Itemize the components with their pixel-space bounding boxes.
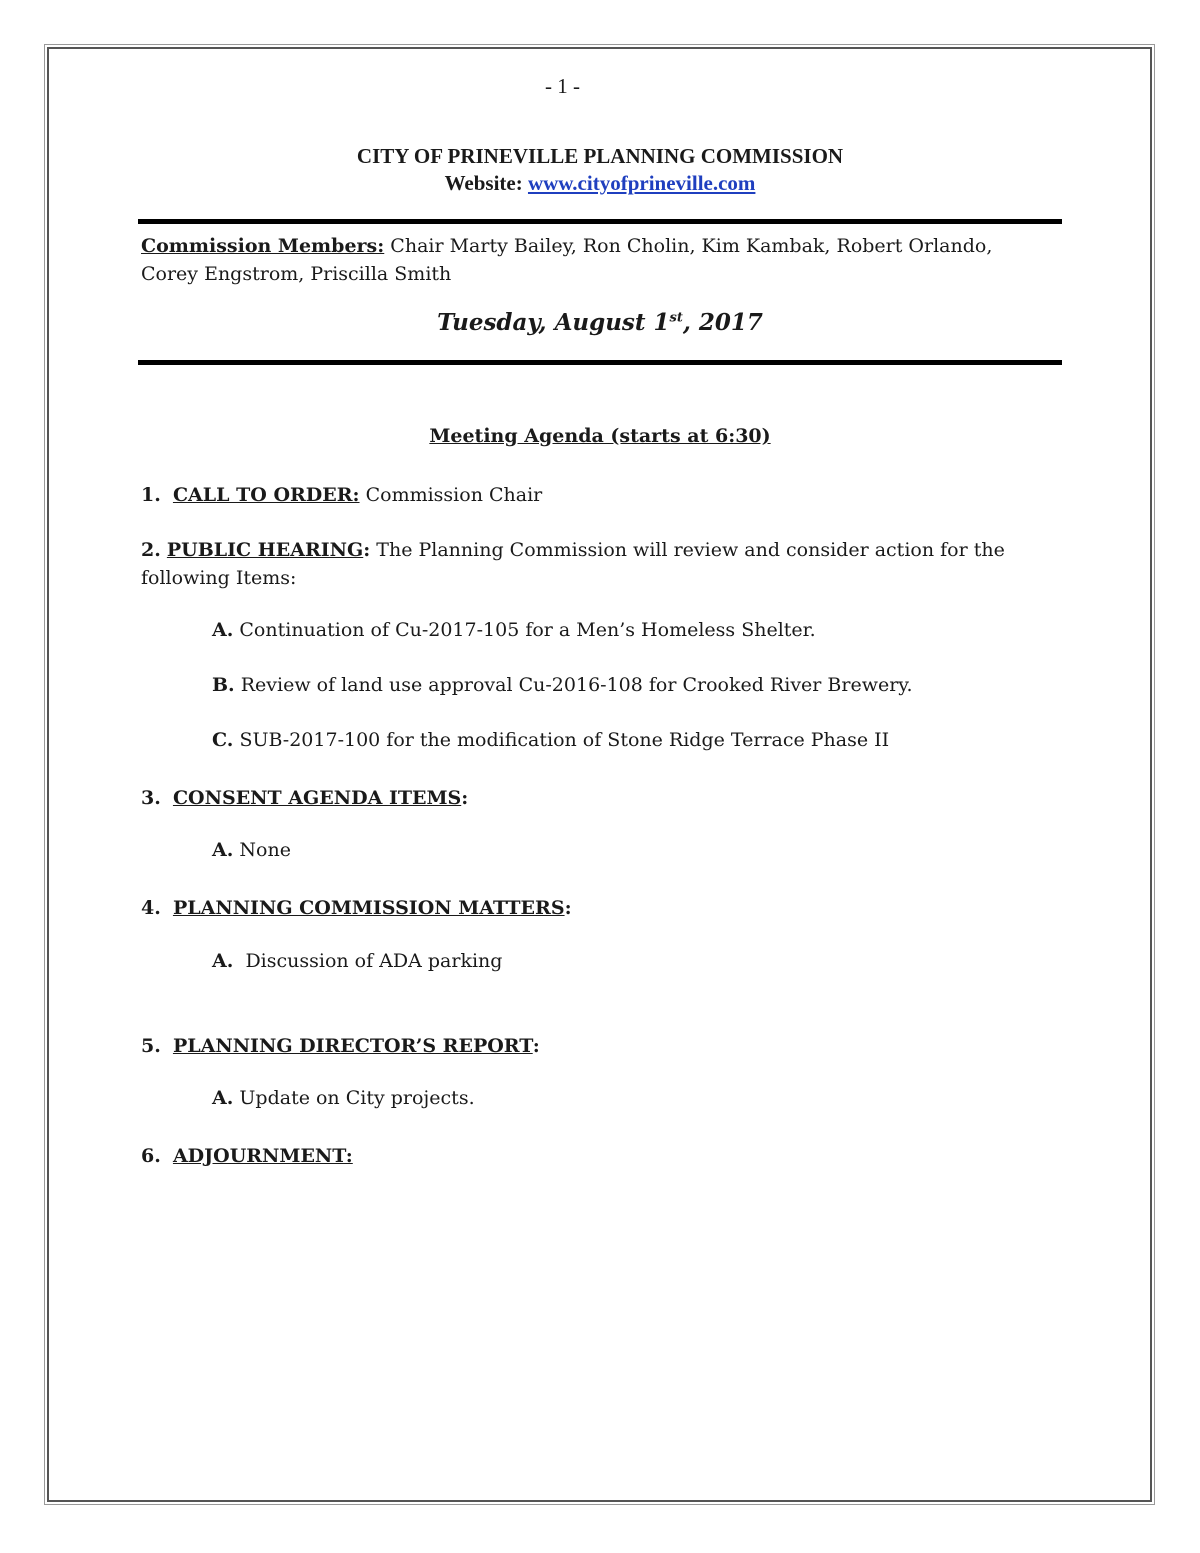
item-heading: PUBLIC HEARING (166, 539, 364, 561)
sub-letter: A. (212, 950, 234, 972)
agenda-item-consent (141, 784, 1041, 812)
sub-text: Discussion of ADA parking (233, 950, 503, 972)
sub-text: Review of land use approval Cu-2016-108 for Crooked River Brewery. (234, 674, 913, 696)
sub-item-hearing-c (212, 729, 1052, 751)
members-label: Commission Members: (141, 235, 385, 257)
sub-item-consent-a (212, 839, 1052, 861)
org-title: CITY OF PRINEVILLE PLANNING COMMISSION (356, 144, 844, 168)
sub-letter: A. (212, 1087, 234, 1109)
meeting-date (0, 309, 1200, 336)
sub-item-hearing-a (212, 619, 1052, 641)
item-colon: : (363, 539, 371, 561)
agenda-item-adjournment (141, 1142, 1041, 1170)
sub-letter: A. (212, 619, 234, 641)
item-number: 1. (141, 484, 161, 506)
sub-letter: A. (212, 839, 234, 861)
members-names: Chair Marty Bailey, Ron Cholin, Kim Kambak, Robert Orlando, Corey Engstrom, Priscilla Smith (141, 235, 993, 285)
item-heading: CALL TO ORDER: (172, 484, 360, 506)
item-colon: : (461, 787, 469, 809)
bottom-rule (138, 360, 1062, 365)
commission-members (141, 232, 1041, 288)
agenda-item-commission-matters (141, 894, 1041, 922)
date-suffix: st (669, 310, 683, 326)
sub-text: Update on City projects. (233, 1087, 475, 1109)
item-colon: : (532, 1035, 540, 1057)
sub-item-matters-a (212, 950, 1052, 972)
sub-text: Continuation of Cu-2017-105 for a Men’s Homeless Shelter. (233, 619, 816, 641)
item-colon: : (564, 897, 572, 919)
item-text: Commission Chair (359, 484, 543, 506)
sub-item-report-a (212, 1087, 1052, 1109)
top-rule (138, 219, 1062, 224)
website-label: Website: (444, 171, 523, 195)
item-number: 4. (141, 897, 161, 919)
date-year: , 2017 (682, 309, 763, 336)
agenda-item-director-report (141, 1032, 1041, 1060)
sub-item-hearing-b (212, 674, 1052, 696)
item-heading: CONSENT AGENDA ITEMS (172, 787, 462, 809)
website-line (0, 171, 1200, 196)
agenda-item-public-hearing (141, 536, 1041, 592)
website-link[interactable]: www.cityofprineville.com (527, 171, 756, 195)
page-number: - 1 - (545, 74, 580, 98)
item-heading: PLANNING COMMISSION MATTERS (172, 897, 565, 919)
sub-text: SUB-2017-100 for the modification of Stone Ridge Terrace Phase II (233, 729, 890, 751)
item-heading: PLANNING DIRECTOR’S REPORT (172, 1035, 533, 1057)
item-text: The Planning Commission will review and consider action for the following Items: (141, 539, 1005, 589)
item-number: 2. (141, 539, 161, 561)
sub-letter: C. (212, 729, 234, 751)
agenda-item-call-to-order (141, 481, 1041, 509)
item-number: 3. (141, 787, 161, 809)
sub-letter: B. (212, 674, 235, 696)
item-heading: ADJOURNMENT: (172, 1145, 353, 1167)
item-number: 5. (141, 1035, 161, 1057)
agenda-title: Meeting Agenda (starts at 6:30) (429, 425, 771, 447)
item-number: 6. (141, 1145, 161, 1167)
date-prefix: Tuesday, August 1 (437, 309, 670, 336)
sub-text: None (233, 839, 291, 861)
